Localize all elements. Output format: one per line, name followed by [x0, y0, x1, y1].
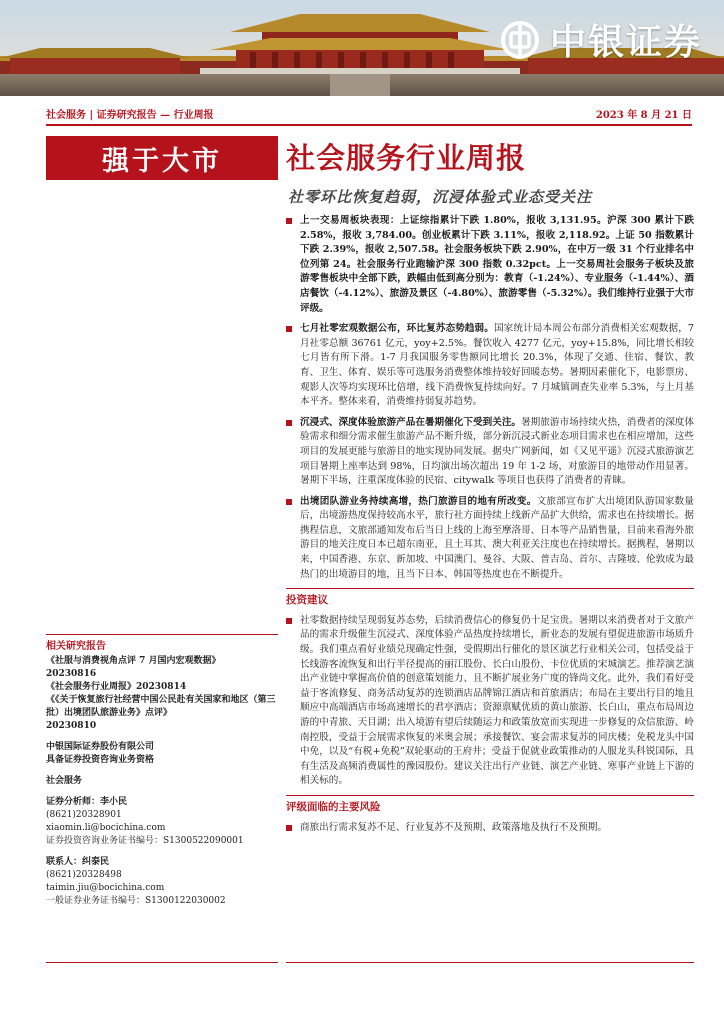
- bullet-square-icon: [286, 618, 292, 624]
- sidebar-top-rule: [46, 634, 278, 635]
- bullet-risk: [286, 821, 694, 836]
- bullet-text: 文旅部宣布扩大出境团队游国家数量后，出境游热度保持较高水平，旅行社方面持续上线新产品扩大供给，需求也在持续增长。据携程信息，文旅部通知发布后当日上线的上海至摩洛哥、日本等产品销售量，目前来看海外旅游目的地关注度日本已超东南亚，且土耳其、澳大利亚关注度也在持续增长。据携程，暑期以来，中国香港、东京、新加坡、中国澳门、曼谷、大阪、普吉岛、首尔、吉隆坡、伦敦成为最热门的出境游目的地，且当下日本、韩国等热度也在不断提升。: [300, 495, 695, 580]
- related-reports-title: 相关研究报告: [46, 641, 106, 652]
- firm-qualification: 具备证券投资咨询业务资格: [46, 755, 155, 765]
- bullet-text: 暑期旅游市场持续火热，消费者的深度体验需求和细分需求催生旅游产品不断升级，部分新沉浸式新业态项目需求也在相应增加，这些项目的发展更能与旅游目的地实现协同发展。据央广网新闻，如《又见平遥》沉浸式旅游演艺项目暑期上座率达到 98%，日均演出场次超出 19 年 1-2 场，对旅游目的地带动作用显著。暑期下半场，注重深度体验的民宿、citywalk 等项目也获得了消费者的青睐。: [300, 416, 695, 487]
- bullet-outbound-tour: [286, 495, 694, 583]
- sector-label: 社会服务: [46, 776, 83, 786]
- bullet-lead: 上一交易周板块表现：上证综指累计下跌 1.80%，报收 3,131.95。沪深 300 累计下跌 2.58%，报收 3,784.00。创业板累计下跌 3.11%，报收 2,118.92。上证 50 指数累计下跌 2.39%，报收 2,507.58。社会服务板块下跌 2.90%，在中万一级 31 个行业排名中位列第 24。社会服务行业跑输沪深 300 指数 0.32pct。上一交易周社会服务子板块及旅游零售板块中全部下跌，跌幅由低到高分别为：教育（-1.24%）、专业服务（-1.44%）、酒店餐饮（-4.12%）、旅游及景区（-4.80%）、旅游零售（-5.32%）。我们维持行业强于大市评级。: [300, 215, 694, 314]
- risk-text: 商旅出行需求复苏不足、行业复苏不及预期、政策落地及执行不及预期。: [300, 821, 607, 833]
- analyst-name: 证券分析师：李小民: [46, 797, 128, 807]
- main-bottom-rule: [286, 962, 694, 963]
- firm-name: 中银国际证券股份有限公司: [46, 742, 155, 752]
- report-title: 社会服务行业周报: [286, 141, 527, 175]
- bullet-square-icon: [286, 218, 292, 224]
- strip-divider: [46, 124, 692, 126]
- contact-name: 联系人：纠泰民: [46, 857, 110, 867]
- sidebar-bottom-rule: [46, 962, 278, 963]
- investment-text: 社零数据持续呈现弱复苏态势，后续消费信心的修复仍十足宝贵。暑期以来消费者对于文旅产品的需求升级催生沉浸式、深度体验产品热度持续增长，新业态的发展有望促进旅游市场质升级。我们重点看好业绩兑现确定性强，受假期出行催化的景区演艺行业相关公司，包括受益于长线游客流恢复和出行半径提高的丽江股份、长白山股份、卡位优质的宋城演艺。推荐演艺演出产业链中掌握高价值的创意策划能力、且不断扩展业务广度的锋尚文化。此外，我们看好受益于客流修复、商务活动复苏的连锁酒店品牌锦江酒店和首旅酒店；布局在主要出行目的地且顺应中高端酒店市场高速增长的君亭酒店；资源禀赋优质的黄山旅游、长白山，重点布局周边游的中青旅、天目湖；出入境游有望后续随运力和政策放宽而实现进一步修复的众信旅游、岭南控股，受益于会展需求恢复的米奥会展；承接餐饮、宴会需求复苏的同庆楼；免税龙头中国中免，以及“有税+免税”双轮驱动的王府井；受益于促就业政策推动的人服龙头科锐国际，具有生活及高频消费属性的豫园股份。建议关注出行产业链、演艺产业链、寒事产业链上下游的相关标的。: [300, 614, 694, 787]
- bullet-lead: 出境团队游业务持续高增，热门旅游目的地有所改变。: [300, 495, 537, 507]
- related-report-item: 《社会服务行业周报》20230814: [46, 682, 187, 692]
- contact-cert: 一般证券业务证书编号：S1300122030002: [46, 896, 226, 906]
- bullet-immersive-travel: [286, 416, 694, 489]
- report-date: 2023 年 8 月 21 日: [595, 109, 692, 121]
- related-report-date: 20230816: [46, 669, 97, 679]
- header-banner: [0, 0, 724, 96]
- rating-badge: 强于大市: [46, 136, 278, 180]
- risk-section-title: 评级面临的主要风险: [286, 795, 694, 815]
- main-content: [286, 214, 694, 841]
- bullet-square-icon: [286, 326, 292, 332]
- report-strip: [46, 104, 692, 122]
- bullet-retail-data: [286, 322, 694, 410]
- bank-of-china-logo-icon: [500, 20, 540, 60]
- bullet-lead: 沉浸式、深度体验旅游产品在暑期催化下受到关注。: [300, 416, 522, 428]
- analyst-email: xiaomin.li@bocichina.com: [46, 823, 166, 833]
- contact-email: taimin.jiu@bocichina.com: [46, 883, 165, 893]
- related-report-item: 《《关于恢复旅行社经营中国公民赴有关国家和地区（第三批）出境团队旅游业务》点评》: [46, 695, 276, 718]
- brand-logo: [500, 14, 702, 65]
- investment-section-title: 投资建议: [286, 588, 694, 608]
- sidebar: [46, 640, 278, 908]
- bullet-market-performance: [286, 214, 694, 316]
- related-report-item: 《社服与消费视角点评 7 月国内宏观数据》: [46, 656, 221, 666]
- report-category: 社会服务 | 证券研究报告 — 行业周报: [46, 109, 214, 121]
- bullet-square-icon: [286, 825, 292, 831]
- bullet-investment: [286, 614, 694, 789]
- bullet-text: 国家统计局本周公布部分消费相关宏观数据，7 月社零总额 36761 亿元，yoy+2.5%。餐饮收入 4277 亿元，yoy+15.8%，同比增长相较七月皆有所下滑。1-7 月我国服务零售额同比增长 20.3%，体现了交通、住宿、餐饮、教育、卫生、体育、娱乐等可选服务消费整体维持较好回暖态势。暑期因素催化下，电影票房、观影人次等均实现环比倍增，线下消费恢复持续向好。7 月城镇调查失业率 5.3%，与上月基本平齐。整体来看，消费维持弱复苏趋势。: [300, 323, 695, 408]
- bullet-square-icon: [286, 499, 292, 505]
- bullet-lead: 七月社零宏观数据公布，环比复苏态势趋弱。: [300, 323, 494, 335]
- report-subtitle: 社零环比恢复趋弱，沉浸体验式业态受关注: [288, 188, 593, 206]
- brand-name: 中银证券: [549, 22, 702, 63]
- bullet-square-icon: [286, 420, 292, 426]
- contact-phone: (8621)20328498: [46, 870, 122, 880]
- analyst-cert: 证券投资咨询业务证书编号：S1300522090001: [46, 836, 244, 846]
- analyst-phone: (8621)20328901: [46, 810, 122, 820]
- related-report-date: 20230810: [46, 721, 97, 731]
